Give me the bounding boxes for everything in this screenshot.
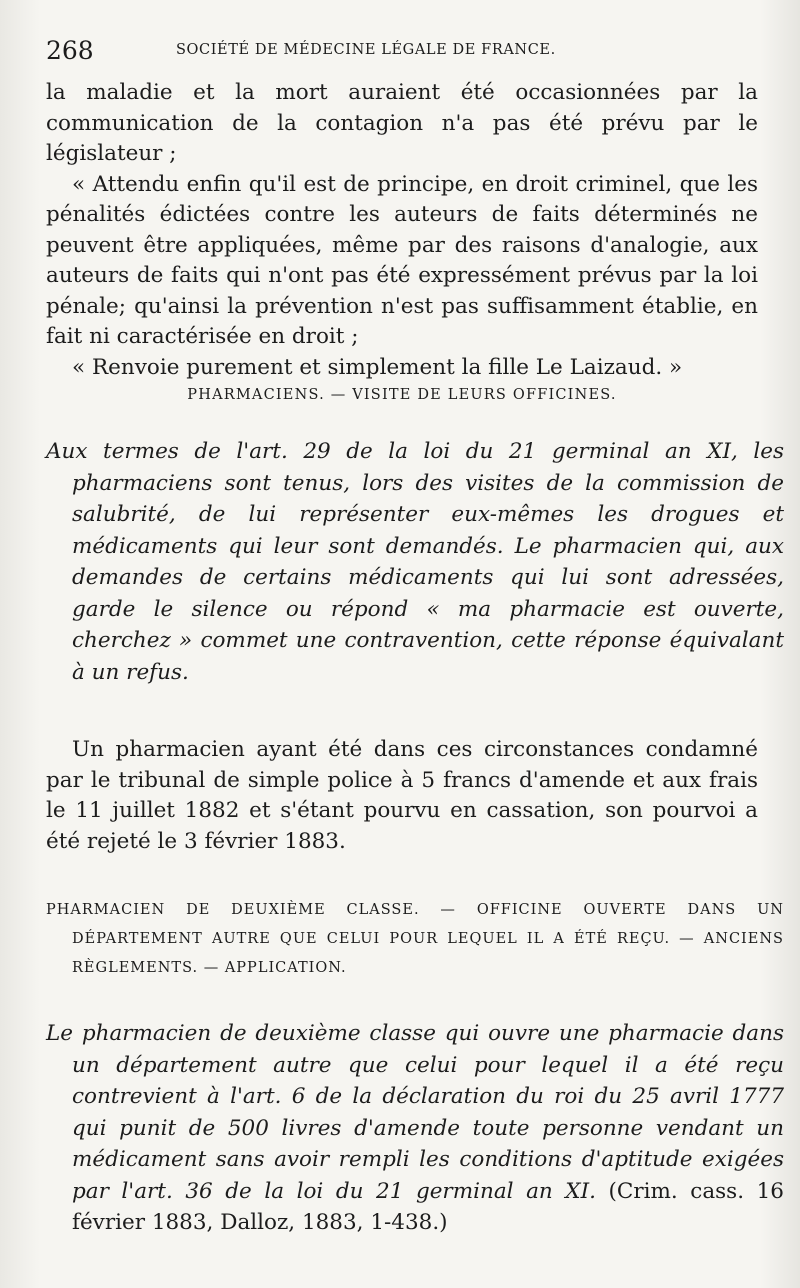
text-block-top [46, 78, 758, 383]
page-number: 268 [46, 36, 94, 65]
section-body: Un pharmacien ayant été dans ces circonstances condamné par le tribunal de simple police à 5 francs d'amende et aux frais le 11 juillet 1882 et s'étant pourvu en cassation, son pourvoi a été rejeté le 3 février 1883. [46, 737, 758, 854]
page-header [46, 36, 756, 72]
paragraph: « Attendu enfin qu'il est de principe, en droit criminel, que les pénalités édictées contre les auteurs de faits déterminés ne peuvent être appliquées, même par des raisons d'analogie, aux auteurs de faits qui n'ont pas été expressément prévus par la loi pénale; qu'ainsi la prévention n'est pas suffisamment établie, en fait ni caractérisée en droit ; [46, 171, 758, 349]
section-heading: PHARMACIENS. — VISITE DE LEURS OFFICINES. [187, 387, 617, 403]
summary-text: Le pharmacien de deuxième classe qui ouvre une pharmacie dans un département autre que celui pour lequel il a été reçu contrevient à l'art. 6 de la déclaration du roi du 25 avril 1777 qui punit de 500 livres d'amende toute personne vendant un médicament sans avoir rempli les conditions d'aptitude exigées par l'art. 36 de la loi du 21 germinal an XI. [46, 1021, 784, 1204]
paragraph: la maladie et la mort auraient été occasionnées par la communication de la contagion n'a pas été prévu par le législateur ; [46, 80, 758, 166]
section-summary [46, 1018, 784, 1239]
paragraph: « Renvoie purement et simplement la fille Le Laizaud. » [72, 354, 683, 380]
citation: (Crim. cass. 16 février 1883, Dalloz, 1883, 1-438.) [72, 1178, 784, 1235]
section-heading: PHARMACIEN DE DEUXIÈME CLASSE. — OFFICINE OUVERTE DANS UN DÉPARTEMENT AUTRE QUE CELUI POUR LEQUEL IL A ÉTÉ REÇU. — ANCIENS RÈGLEMENTS. — APPLICATION. [46, 902, 784, 976]
running-title: SOCIÉTÉ DE MÉDECINE LÉGALE DE FRANCE. [176, 42, 556, 58]
section-summary: Aux termes de l'art. 29 de la loi du 21 germinal an XI, les pharmaciens sont tenus, lors des visites de la commission de salubrité, de lui représenter eux-mêmes les drogues et médicaments qui leur sont demandés. Le pharmacien qui, aux demandes de certains médicaments qui lui sont adressées, garde le silence ou répond « ma pharmacie est ouverte, cherchez » commet une contravention, cette réponse équivalant à un refus. [46, 439, 784, 685]
